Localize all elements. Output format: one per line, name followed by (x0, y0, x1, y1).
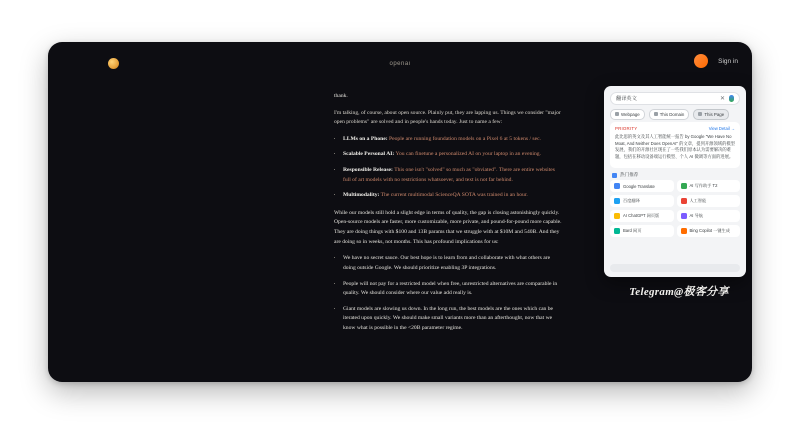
suggestion-grid (610, 180, 740, 237)
scope-chip-group (610, 109, 740, 119)
view-detail-link[interactable]: View Detail → (708, 126, 735, 131)
list-item[interactable] (610, 210, 674, 222)
list-item (343, 135, 562, 145)
list-icon (612, 173, 617, 178)
list-item: • People will not pay for a restricted model when free, unrestricted alternatives are comparable in quality. We should consider where our value add really is. (343, 280, 562, 299)
bullet-title: Multimodality: (343, 192, 380, 199)
chat-icon (614, 213, 620, 219)
compass-icon (681, 213, 687, 219)
section-title-label: 热门推荐 (620, 172, 639, 177)
list-item[interactable] (677, 225, 741, 237)
bullet-list-primary (334, 135, 562, 201)
item-label: Bard 网页 (623, 228, 642, 233)
page-icon (615, 112, 619, 116)
chip-label: Webpage (621, 111, 640, 117)
bing-icon (681, 228, 687, 234)
paragraph-top: thank. (334, 93, 348, 99)
list-item[interactable] (610, 225, 674, 237)
page-header (48, 42, 752, 86)
list-item (343, 166, 562, 185)
baidu-icon (614, 198, 620, 204)
bullet-title: Scalable Personal AI: (343, 151, 395, 158)
item-label: AI 写作助手 T2 (689, 183, 718, 188)
paragraph-intro: I'm talking, of course, about open source. Plainly put, they are lapping us. Things we consider "major open problems" are solved and in people's hands today. Just to name a few: (334, 109, 561, 126)
item-label: 人工智能 (689, 198, 707, 203)
list-item[interactable] (677, 195, 741, 207)
search-input[interactable] (610, 92, 740, 105)
brand-mark-icon (108, 58, 119, 69)
browser-window (48, 42, 752, 382)
card-body: 此比思的英文及其人工智能统一报告 by Google "We Have No Moat, And Neither Does OpenAI" 的文章，提到开源领域的模型发展，我们的开源社区现在了一些我们原本认为需要解决的难题，包括在移动设备端运行模型、个人 AI 微调等方面的进展。 (615, 134, 735, 159)
paragraph-gap-closing: While our models still hold a slight edge in terms of quality, the gap is closing astonishingly quickly. Open-source models are faster, more customizable, more private, and pound-for-pound more capable. They are doing things with $100 and 13B params that we struggle with at $10M and 540B. And they are doing so in weeks, not months. This has profound implications for us: (334, 209, 562, 245)
article-body (334, 92, 562, 342)
avatar[interactable] (694, 54, 708, 68)
bullet-text: The current multimodal ScienceQA SOTA was trained in an hour. (380, 192, 528, 199)
translate-panel[interactable] (604, 86, 746, 277)
list-item[interactable] (677, 180, 741, 192)
file-icon (698, 112, 702, 116)
list-item[interactable] (677, 210, 741, 222)
list-item (343, 191, 562, 201)
list-item[interactable] (610, 180, 674, 192)
list-item (343, 150, 562, 160)
bullet-title: LLMs on a Phone: (343, 135, 388, 142)
bullet-text: You can finetune a personalized AI on your laptop in an evening. (395, 151, 541, 158)
list-item[interactable] (610, 195, 674, 207)
google-icon (614, 183, 620, 189)
bard-icon (614, 228, 620, 234)
close-icon[interactable]: ✕ (719, 96, 725, 102)
section-title (612, 172, 638, 178)
item-label: 百度翻译 (623, 198, 640, 203)
item-label: Google Translate (623, 183, 655, 189)
site-logo: openai (389, 61, 411, 67)
priority-card (610, 122, 740, 168)
write-icon (681, 183, 687, 189)
brain-icon (681, 198, 687, 204)
microphone-icon[interactable] (729, 95, 734, 102)
item-label: AI 导航 (689, 213, 703, 218)
bullet-text: People are running foundation models on a Pixel 6 at 5 tokens / sec. (389, 135, 541, 142)
item-label: AI ChatGPT 网页版 (623, 213, 660, 218)
bullet-title: Responsible Release: (343, 167, 393, 174)
globe-icon (654, 112, 658, 116)
panel-footer-bar (610, 264, 740, 272)
list-item: • We have no secret sauce. Our best hope is to learn from and collaborate with what others are doing outside Google. We should prioritize enabling 3P integrations. (343, 254, 562, 273)
bullet-text: This one isn't "solved" so much as "obviated". There are entire websites full of art models with no restrictions whatsoever, and text is not far behind. (343, 167, 555, 183)
item-label: Bing Copilot 一键生成 (689, 228, 730, 233)
search-input-value: 翻译英文 (616, 96, 637, 102)
chip-label: This Domain (659, 111, 685, 117)
chip-this-domain[interactable] (649, 109, 690, 120)
chip-this-page[interactable] (693, 109, 729, 120)
sign-in-link[interactable]: Sign in (718, 58, 738, 65)
chip-webpage[interactable] (610, 109, 645, 120)
chip-label: This Page (704, 111, 725, 117)
watermark: Telegram@极客分享 (629, 286, 729, 298)
list-item: • Giant models are slowing us down. In the long run, the best models are the ones which can be iterated upon quickly. We should make small variants more than an afterthought, now that we know what is possible in the <20B parameter regime. (343, 305, 562, 334)
card-title: PRIORITY (615, 126, 638, 131)
bullet-list-implications (334, 254, 562, 333)
